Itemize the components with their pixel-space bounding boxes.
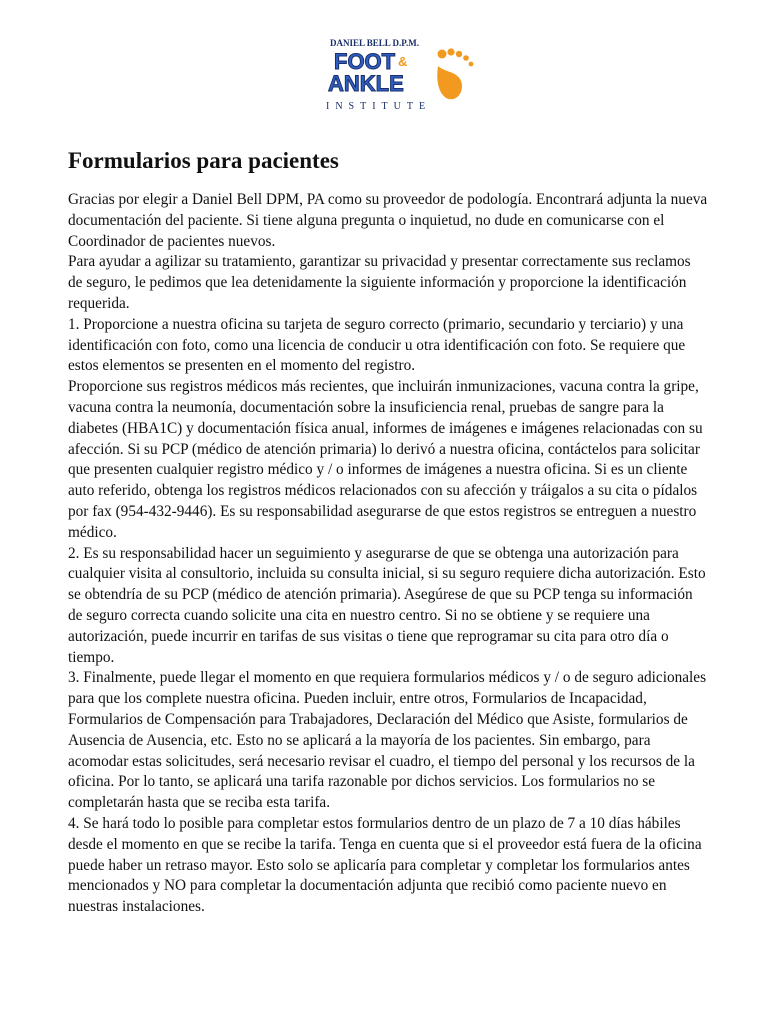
paragraph-intro: Gracias por elegir a Daniel Bell DPM, PA como su proveedor de podología. Encontrará adjunta la nueva documentación del paciente. Si tiene alguna pregunta o inquietud, no dude en comunicarse con el Coordinador de pacientes nuevos. bbox=[68, 191, 708, 250]
logo-line3: ANKLE bbox=[328, 71, 404, 96]
paragraph-item-4: 4. Se hará todo lo posible para completar estos formularios dentro de un plazo de 7 a 10 días hábiles desde el momento en que se recibe la tarifa. Tenga en cuenta que si el proveedor está fuera de la oficina puede haber un retraso mayor. Esto solo se aplicaría para completar y completar los formularios antes mencionados y NO para completar la documentación adjunta que recibió como paciente nuevo en nuestras instalaciones. bbox=[68, 814, 702, 916]
paragraph-purpose: Para ayudar a agilizar su tratamiento, garantizar su privacidad y presentar correctamente sus reclamos de seguro, le pedimos que lea detenidamente la siguiente información y proporcione la identificación requerida. bbox=[68, 253, 691, 312]
paragraph-item-1: 1. Proporcione a nuestra oficina su tarjeta de seguro correcto (primario, secundario y terciario) y una identificación con foto, como una licencia de conducir u otra identificación con foto. Se requiere que estos elementos se presenten en el momento del registro. bbox=[68, 315, 686, 375]
logo-ampersand: & bbox=[398, 54, 408, 69]
logo-line1: DANIEL BELL D.P.M. bbox=[330, 38, 419, 48]
foot-icon bbox=[437, 48, 473, 99]
document-body bbox=[68, 190, 708, 918]
logo-line2: FOOT bbox=[334, 49, 396, 74]
paragraph-item-2: 2. Es su responsabilidad hacer un seguimiento y asegurarse de que se obtenga una autorización para cualquier visita al consultorio, incluida su consulta inicial, si su seguro requiere dicha autorización. Esto se obtendría de su PCP (médico de atención primaria). Asegúrese de que su PCP tenga su información de seguro correcta cuando solicite una cita en nuestro centro. Si no se obtiene y se requiere una autorización, puede incurrir en tarifas de sus visitas o tiene que reprogramar su cita para otro día o tiempo. bbox=[68, 544, 706, 666]
page-title: Formularios para pacientes bbox=[68, 148, 339, 173]
logo-line4: INSTITUTE bbox=[326, 101, 432, 112]
paragraph-medical-records: Proporcione sus registros médicos más recientes, que incluirán inmunizaciones, vacuna contra la gripe, vacuna contra la neumonía, documentación sobre la insuficiencia renal, pruebas de sangre para la diabetes (HBA1C) y documentación física anual, informes de imágenes e imágenes relacionadas con su afección. Si su PCP (médico de atención primaria) lo derivó a nuestra oficina, contáctelos para solicitar que presenten cualquier registro médico y / o informes de imágenes a nuestra oficina. Si es un cliente auto referido, obtenga los registros médicos relacionados con su afección y tráigalos a su cita o pídalos por fax (954-432-9446). Es su responsabilidad asegurarse de que estos registros se entreguen a nuestro médico. bbox=[68, 378, 703, 541]
foot-ankle-logo-graphic bbox=[310, 36, 480, 112]
paragraph-item-3: 3. Finalmente, puede llegar el momento en que requiera formularios médicos y / o de seguro adicionales para que los complete nuestra oficina. Pueden incluir, entre otros, Formularios de Incapacidad, Formularios de Compensación para Trabajadores, Declaración del Médico que Asiste, formularios de Ausencia de Ausencia, etc. Esto no se aplicará a la mayoría de los pacientes. Sin embargo, para acomodar estas solicitudes, será necesario revisar el cuadro, el tiempo del personal y los recursos de la oficina. Por lo tanto, se aplicará una tarifa razonable por dichos servicios. Los formularios no se completarán hasta que se reciba esta tarifa. bbox=[68, 669, 707, 812]
clinic-logo bbox=[310, 36, 480, 112]
